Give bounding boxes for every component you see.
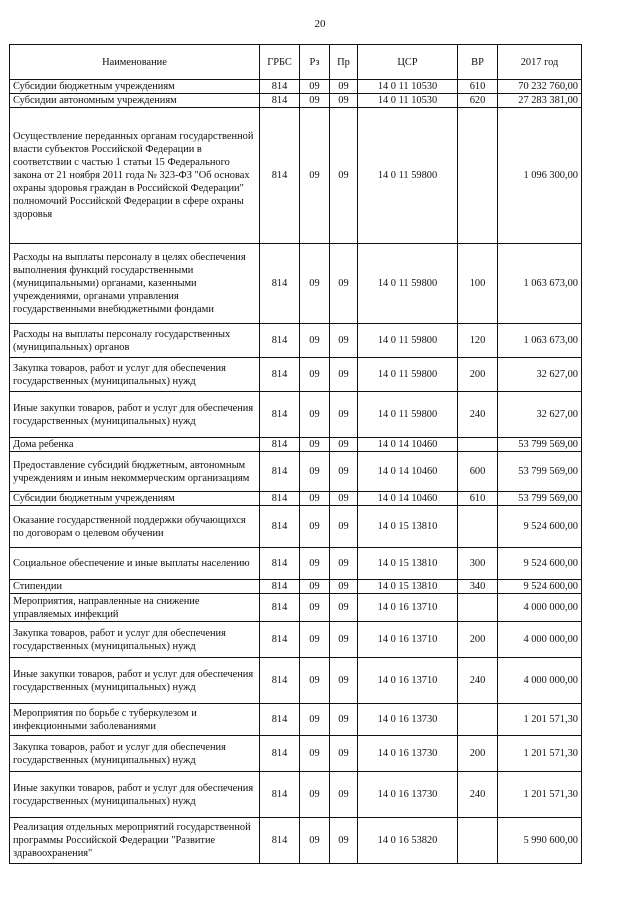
cell-vr — [458, 108, 498, 244]
cell-vr: 200 — [458, 622, 498, 658]
cell-csr: 14 0 11 10530 — [358, 94, 458, 108]
cell-grbs: 814 — [260, 658, 300, 704]
cell-csr: 14 0 11 59800 — [358, 108, 458, 244]
cell-amount: 1 201 571,30 — [498, 736, 582, 772]
cell-grbs: 814 — [260, 438, 300, 452]
cell-pr: 09 — [330, 506, 358, 548]
cell-vr: 120 — [458, 324, 498, 358]
cell-amount: 9 524 600,00 — [498, 580, 582, 594]
table-row — [10, 704, 582, 736]
cell-vr: 200 — [458, 736, 498, 772]
cell-csr: 14 0 11 59800 — [358, 358, 458, 392]
table-row — [10, 358, 582, 392]
cell-rz: 09 — [300, 594, 330, 622]
table-row — [10, 94, 582, 108]
cell-name: Расходы на выплаты персоналу в целях обеспечения выполнения функций государственными (муниципальными) органами, казенными учреждениями, органами управления государственными внебюджетными фондами — [10, 244, 260, 324]
cell-rz: 09 — [300, 622, 330, 658]
cell-grbs: 814 — [260, 594, 300, 622]
cell-amount: 53 799 569,00 — [498, 492, 582, 506]
cell-amount: 27 283 381,00 — [498, 94, 582, 108]
cell-vr: 240 — [458, 658, 498, 704]
cell-grbs: 814 — [260, 580, 300, 594]
cell-pr: 09 — [330, 358, 358, 392]
table-row — [10, 736, 582, 772]
cell-rz: 09 — [300, 492, 330, 506]
cell-name: Закупка товаров, работ и услуг для обеспечения государственных (муниципальных) нужд — [10, 622, 260, 658]
cell-name: Дома ребенка — [10, 438, 260, 452]
cell-name: Мероприятия по борьбе с туберкулезом и инфекционными заболеваниями — [10, 704, 260, 736]
cell-grbs: 814 — [260, 358, 300, 392]
cell-csr: 14 0 15 13810 — [358, 580, 458, 594]
cell-rz: 09 — [300, 438, 330, 452]
cell-vr: 240 — [458, 392, 498, 438]
cell-amount: 1 201 571,30 — [498, 772, 582, 818]
cell-name: Субсидии бюджетным учреждениям — [10, 80, 260, 94]
cell-rz: 09 — [300, 818, 330, 864]
cell-amount: 1 063 673,00 — [498, 244, 582, 324]
cell-name: Реализация отдельных мероприятий государственной программы Российской Федерации "Развитие здравоохранения" — [10, 818, 260, 864]
table-row — [10, 492, 582, 506]
cell-amount: 53 799 569,00 — [498, 438, 582, 452]
header-rz: Рз — [300, 45, 330, 80]
cell-csr: 14 0 11 59800 — [358, 392, 458, 438]
cell-grbs: 814 — [260, 506, 300, 548]
cell-name: Стипендии — [10, 580, 260, 594]
table-header-row — [10, 45, 582, 80]
cell-csr: 14 0 16 53820 — [358, 818, 458, 864]
cell-name: Субсидии автономным учреждениям — [10, 94, 260, 108]
cell-grbs: 814 — [260, 704, 300, 736]
cell-pr: 09 — [330, 438, 358, 452]
cell-rz: 09 — [300, 658, 330, 704]
cell-rz: 09 — [300, 580, 330, 594]
cell-rz: 09 — [300, 244, 330, 324]
cell-name: Субсидии бюджетным учреждениям — [10, 492, 260, 506]
cell-amount: 53 799 569,00 — [498, 452, 582, 492]
table-body — [10, 80, 582, 864]
table-row — [10, 594, 582, 622]
cell-vr: 600 — [458, 452, 498, 492]
header-amount: 2017 год — [498, 45, 582, 80]
table-row — [10, 548, 582, 580]
cell-pr: 09 — [330, 324, 358, 358]
cell-pr: 09 — [330, 818, 358, 864]
header-name: Наименование — [10, 45, 260, 80]
cell-grbs: 814 — [260, 324, 300, 358]
cell-amount: 1 201 571,30 — [498, 704, 582, 736]
cell-grbs: 814 — [260, 772, 300, 818]
table-row — [10, 580, 582, 594]
cell-vr: 340 — [458, 580, 498, 594]
cell-csr: 14 0 15 13810 — [358, 506, 458, 548]
cell-name: Расходы на выплаты персоналу государственных (муниципальных) органов — [10, 324, 260, 358]
cell-grbs: 814 — [260, 108, 300, 244]
cell-pr: 09 — [330, 736, 358, 772]
cell-vr: 620 — [458, 94, 498, 108]
cell-csr: 14 0 11 59800 — [358, 244, 458, 324]
cell-csr: 14 0 15 13810 — [358, 548, 458, 580]
header-vr: ВР — [458, 45, 498, 80]
cell-csr: 14 0 11 59800 — [358, 324, 458, 358]
cell-vr: 610 — [458, 80, 498, 94]
cell-vr — [458, 438, 498, 452]
cell-amount: 70 232 760,00 — [498, 80, 582, 94]
cell-name: Иные закупки товаров, работ и услуг для обеспечения государственных (муниципальных) нужд — [10, 392, 260, 438]
budget-table — [9, 44, 582, 864]
cell-pr: 09 — [330, 580, 358, 594]
cell-pr: 09 — [330, 244, 358, 324]
cell-grbs: 814 — [260, 452, 300, 492]
cell-vr: 610 — [458, 492, 498, 506]
cell-rz: 09 — [300, 324, 330, 358]
cell-amount: 5 990 600,00 — [498, 818, 582, 864]
cell-rz: 09 — [300, 704, 330, 736]
cell-amount: 32 627,00 — [498, 358, 582, 392]
header-csr: ЦСР — [358, 45, 458, 80]
cell-pr: 09 — [330, 80, 358, 94]
cell-rz: 09 — [300, 94, 330, 108]
table-row — [10, 80, 582, 94]
cell-grbs: 814 — [260, 80, 300, 94]
cell-name: Закупка товаров, работ и услуг для обеспечения государственных (муниципальных) нужд — [10, 736, 260, 772]
table-row — [10, 772, 582, 818]
cell-name: Закупка товаров, работ и услуг для обеспечения государственных (муниципальных) нужд — [10, 358, 260, 392]
cell-csr: 14 0 16 13710 — [358, 658, 458, 704]
cell-csr: 14 0 14 10460 — [358, 438, 458, 452]
cell-amount: 4 000 000,00 — [498, 658, 582, 704]
cell-pr: 09 — [330, 108, 358, 244]
table-row — [10, 108, 582, 244]
cell-rz: 09 — [300, 452, 330, 492]
cell-grbs: 814 — [260, 244, 300, 324]
cell-vr — [458, 704, 498, 736]
table-row — [10, 506, 582, 548]
cell-amount: 4 000 000,00 — [498, 594, 582, 622]
cell-amount: 4 000 000,00 — [498, 622, 582, 658]
cell-grbs: 814 — [260, 548, 300, 580]
cell-vr — [458, 594, 498, 622]
table-row — [10, 392, 582, 438]
cell-amount: 9 524 600,00 — [498, 548, 582, 580]
table-row — [10, 622, 582, 658]
cell-rz: 09 — [300, 392, 330, 438]
cell-pr: 09 — [330, 658, 358, 704]
cell-name: Иные закупки товаров, работ и услуг для обеспечения государственных (муниципальных) нужд — [10, 658, 260, 704]
cell-csr: 14 0 16 13730 — [358, 772, 458, 818]
table-row — [10, 452, 582, 492]
cell-vr — [458, 818, 498, 864]
cell-grbs: 814 — [260, 94, 300, 108]
cell-rz: 09 — [300, 736, 330, 772]
table-row — [10, 658, 582, 704]
table-row — [10, 438, 582, 452]
cell-pr: 09 — [330, 772, 358, 818]
cell-rz: 09 — [300, 358, 330, 392]
cell-grbs: 814 — [260, 622, 300, 658]
cell-csr: 14 0 16 13730 — [358, 704, 458, 736]
cell-name: Оказание государственной поддержки обучающихся по договорам о целевом обучении — [10, 506, 260, 548]
cell-csr: 14 0 14 10460 — [358, 452, 458, 492]
cell-csr: 14 0 16 13710 — [358, 594, 458, 622]
cell-grbs: 814 — [260, 392, 300, 438]
cell-name: Мероприятия, направленные на снижение управляемых инфекций — [10, 594, 260, 622]
cell-vr — [458, 506, 498, 548]
cell-csr: 14 0 16 13710 — [358, 622, 458, 658]
cell-rz: 09 — [300, 772, 330, 818]
cell-amount: 1 063 673,00 — [498, 324, 582, 358]
cell-pr: 09 — [330, 392, 358, 438]
cell-vr: 300 — [458, 548, 498, 580]
cell-amount: 32 627,00 — [498, 392, 582, 438]
cell-amount: 1 096 300,00 — [498, 108, 582, 244]
cell-pr: 09 — [330, 622, 358, 658]
cell-rz: 09 — [300, 506, 330, 548]
cell-vr: 240 — [458, 772, 498, 818]
cell-pr: 09 — [330, 492, 358, 506]
cell-pr: 09 — [330, 548, 358, 580]
cell-rz: 09 — [300, 80, 330, 94]
table-row — [10, 324, 582, 358]
cell-pr: 09 — [330, 594, 358, 622]
cell-grbs: 814 — [260, 736, 300, 772]
cell-pr: 09 — [330, 704, 358, 736]
cell-rz: 09 — [300, 108, 330, 244]
cell-amount: 9 524 600,00 — [498, 506, 582, 548]
cell-grbs: 814 — [260, 492, 300, 506]
page-number: 20 — [314, 18, 326, 30]
cell-rz: 09 — [300, 548, 330, 580]
cell-pr: 09 — [330, 94, 358, 108]
cell-pr: 09 — [330, 452, 358, 492]
header-pr: Пр — [330, 45, 358, 80]
table-row — [10, 818, 582, 864]
cell-csr: 14 0 16 13730 — [358, 736, 458, 772]
table-row — [10, 244, 582, 324]
cell-name: Осуществление переданных органам государственной власти субъектов Российской Федерации в соответствии с частью 1 статьи 15 Федерального закона от 21 ноября 2011 года № 323-ФЗ "Об основах охраны здоровья граждан в Российской Федерации" полномочий Российской Федерации в сфере охраны здоровья — [10, 108, 260, 244]
header-grbs: ГРБС — [260, 45, 300, 80]
cell-name: Иные закупки товаров, работ и услуг для обеспечения государственных (муниципальных) нужд — [10, 772, 260, 818]
cell-vr: 100 — [458, 244, 498, 324]
cell-name: Социальное обеспечение и иные выплаты населению — [10, 548, 260, 580]
cell-csr: 14 0 14 10460 — [358, 492, 458, 506]
cell-grbs: 814 — [260, 818, 300, 864]
cell-name: Предоставление субсидий бюджетным, автономным учреждениям и иным некоммерческим организациям — [10, 452, 260, 492]
cell-vr: 200 — [458, 358, 498, 392]
cell-csr: 14 0 11 10530 — [358, 80, 458, 94]
